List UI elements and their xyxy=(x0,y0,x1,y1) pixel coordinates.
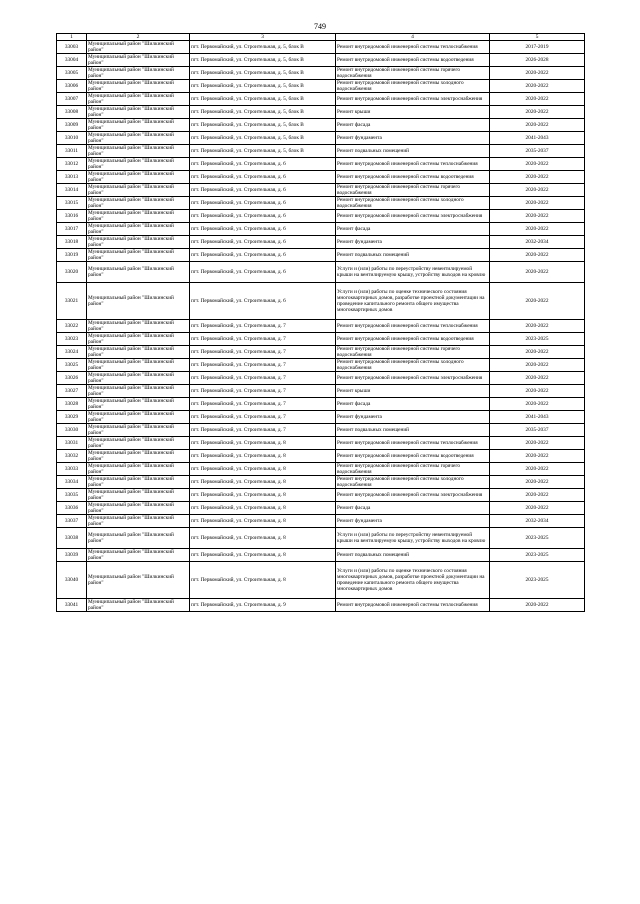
work-type-cell: Ремонт внутридомовой инженерной системы водоотведения xyxy=(336,171,490,184)
period-cell: 2020-2022 xyxy=(490,320,585,333)
work-type-cell: Ремонт внутридомовой инженерной системы теплоснабжения xyxy=(336,158,490,171)
row-id-cell: 33034 xyxy=(57,476,87,489)
municipality-cell: Муниципальный район "Шилкинский район" xyxy=(87,398,190,411)
table-row xyxy=(57,236,585,249)
address-cell: пгт. Первомайский, ул. Строительная, д. 5, блок В xyxy=(190,67,336,80)
work-type-cell: Ремонт фасада xyxy=(336,502,490,515)
row-id-cell: 33012 xyxy=(57,158,87,171)
municipality-cell: Муниципальный район "Шилкинский район" xyxy=(87,41,190,54)
column-header: 2 xyxy=(87,34,190,41)
work-type-cell: Услуги и (или) работы по переустройству невентилируемой крыши на вентилируемую крышу, устройству выходов на кровлю xyxy=(336,528,490,549)
table-row xyxy=(57,528,585,549)
row-id-cell: 33006 xyxy=(57,80,87,93)
municipality-cell: Муниципальный район "Шилкинский район" xyxy=(87,359,190,372)
address-cell: пгт. Первомайский, ул. Строительная, д. 6 xyxy=(190,184,336,197)
address-cell: пгт. Первомайский, ул. Строительная, д. 5, блок В xyxy=(190,93,336,106)
work-type-cell: Ремонт внутридомовой инженерной системы электроснабжения xyxy=(336,93,490,106)
row-id-cell: 33007 xyxy=(57,93,87,106)
work-type-cell: Ремонт внутридомовой инженерной системы теплоснабжения xyxy=(336,599,490,612)
row-id-cell: 33016 xyxy=(57,210,87,223)
period-cell: 2020-2022 xyxy=(490,80,585,93)
row-id-cell: 33032 xyxy=(57,450,87,463)
table-body xyxy=(57,34,585,612)
municipality-cell: Муниципальный район "Шилкинский район" xyxy=(87,262,190,283)
work-type-cell: Ремонт подвальных помещений xyxy=(336,549,490,562)
address-cell: пгт. Первомайский, ул. Строительная, д. 7 xyxy=(190,385,336,398)
address-cell: пгт. Первомайский, ул. Строительная, д. 6 xyxy=(190,236,336,249)
table-row xyxy=(57,41,585,54)
period-cell: 2020-2022 xyxy=(490,437,585,450)
address-cell: пгт. Первомайский, ул. Строительная, д. 6 xyxy=(190,262,336,283)
table-row xyxy=(57,437,585,450)
row-id-cell: 33008 xyxy=(57,106,87,119)
address-cell: пгт. Первомайский, ул. Строительная, д. 7 xyxy=(190,333,336,346)
table-row xyxy=(57,54,585,67)
table-row xyxy=(57,80,585,93)
address-cell: пгт. Первомайский, ул. Строительная, д. 6 xyxy=(190,171,336,184)
table-row xyxy=(57,502,585,515)
period-cell: 2020-2022 xyxy=(490,184,585,197)
period-cell: 2023-2025 xyxy=(490,528,585,549)
period-cell: 2023-2025 xyxy=(490,549,585,562)
period-cell: 2020-2022 xyxy=(490,502,585,515)
table-row xyxy=(57,424,585,437)
period-cell: 2020-2022 xyxy=(490,262,585,283)
row-id-cell: 33036 xyxy=(57,502,87,515)
municipality-cell: Муниципальный район "Шилкинский район" xyxy=(87,223,190,236)
row-id-cell: 33029 xyxy=(57,411,87,424)
municipality-cell: Муниципальный район "Шилкинский район" xyxy=(87,106,190,119)
row-id-cell: 33014 xyxy=(57,184,87,197)
period-cell: 2035-2037 xyxy=(490,424,585,437)
row-id-cell: 33031 xyxy=(57,437,87,450)
work-type-cell: Ремонт фасада xyxy=(336,119,490,132)
municipality-cell: Муниципальный район "Шилкинский район" xyxy=(87,132,190,145)
address-cell: пгт. Первомайский, ул. Строительная, д. 6 xyxy=(190,158,336,171)
work-type-cell: Услуги и (или) работы по переустройству невентилируемой крыши на вентилируемую крышу, устройству выходов на кровлю xyxy=(336,262,490,283)
table-row xyxy=(57,132,585,145)
municipality-cell: Муниципальный район "Шилкинский район" xyxy=(87,333,190,346)
municipality-cell: Муниципальный район "Шилкинский район" xyxy=(87,502,190,515)
row-id-cell: 33009 xyxy=(57,119,87,132)
period-cell: 2017-2019 xyxy=(490,41,585,54)
municipality-cell: Муниципальный район "Шилкинский район" xyxy=(87,320,190,333)
table-row xyxy=(57,145,585,158)
municipality-cell: Муниципальный район "Шилкинский район" xyxy=(87,515,190,528)
table-row xyxy=(57,359,585,372)
work-type-cell: Ремонт подвальных помещений xyxy=(336,145,490,158)
table-row xyxy=(57,184,585,197)
work-type-cell: Услуги и (или) работы по оценке технического состояния многоквартирных домов, разработке проектной документации на проведение капитального ремонта общего имущества многоквартирных домов xyxy=(336,562,490,599)
work-type-cell: Ремонт внутридомовой инженерной системы горячего водоснабжения xyxy=(336,67,490,80)
municipality-cell: Муниципальный район "Шилкинский район" xyxy=(87,476,190,489)
period-cell: 2020-2022 xyxy=(490,249,585,262)
table-row xyxy=(57,158,585,171)
municipality-cell: Муниципальный район "Шилкинский район" xyxy=(87,346,190,359)
table-row xyxy=(57,249,585,262)
period-cell: 2032-2034 xyxy=(490,236,585,249)
row-id-cell: 33018 xyxy=(57,236,87,249)
work-type-cell: Ремонт внутридомовой инженерной системы водоотведения xyxy=(336,333,490,346)
row-id-cell: 33027 xyxy=(57,385,87,398)
period-cell: 2020-2022 xyxy=(490,398,585,411)
table-row xyxy=(57,549,585,562)
work-type-cell: Ремонт внутридомовой инженерной системы горячего водоснабжения xyxy=(336,184,490,197)
work-type-cell: Ремонт внутридомовой инженерной системы электроснабжения xyxy=(336,372,490,385)
period-cell: 2020-2022 xyxy=(490,599,585,612)
municipality-cell: Муниципальный район "Шилкинский район" xyxy=(87,463,190,476)
municipality-cell: Муниципальный район "Шилкинский район" xyxy=(87,184,190,197)
municipality-cell: Муниципальный район "Шилкинский район" xyxy=(87,145,190,158)
work-type-cell: Ремонт крыши xyxy=(336,385,490,398)
period-cell: 2035-2037 xyxy=(490,145,585,158)
row-id-cell: 33030 xyxy=(57,424,87,437)
table-row xyxy=(57,320,585,333)
period-cell: 2041-2043 xyxy=(490,132,585,145)
work-type-cell: Ремонт фасада xyxy=(336,398,490,411)
table-row xyxy=(57,463,585,476)
address-cell: пгт. Первомайский, ул. Строительная, д. 5, блок В xyxy=(190,145,336,158)
work-type-cell: Ремонт внутридомовой инженерной системы горячего водоснабжения xyxy=(336,346,490,359)
table-row xyxy=(57,223,585,236)
period-cell: 2020-2022 xyxy=(490,197,585,210)
table-row xyxy=(57,93,585,106)
table-row xyxy=(57,385,585,398)
period-cell: 2020-2022 xyxy=(490,372,585,385)
row-id-cell: 33040 xyxy=(57,562,87,599)
table-row xyxy=(57,67,585,80)
work-type-cell: Ремонт внутридомовой инженерной системы горячего водоснабжения xyxy=(336,463,490,476)
work-type-cell: Ремонт внутридомовой инженерной системы холодного водоснабжения xyxy=(336,476,490,489)
municipality-cell: Муниципальный район "Шилкинский район" xyxy=(87,372,190,385)
municipality-cell: Муниципальный район "Шилкинский район" xyxy=(87,54,190,67)
period-cell: 2020-2022 xyxy=(490,385,585,398)
table-row xyxy=(57,346,585,359)
table-row xyxy=(57,450,585,463)
table-row xyxy=(57,489,585,502)
table-row xyxy=(57,119,585,132)
period-cell: 2020-2022 xyxy=(490,223,585,236)
period-cell: 2020-2022 xyxy=(490,450,585,463)
row-id-cell: 33011 xyxy=(57,145,87,158)
address-cell: пгт. Первомайский, ул. Строительная, д. 8 xyxy=(190,502,336,515)
table-row xyxy=(57,372,585,385)
row-id-cell: 33010 xyxy=(57,132,87,145)
municipality-cell: Муниципальный район "Шилкинский район" xyxy=(87,528,190,549)
address-cell: пгт. Первомайский, ул. Строительная, д. 8 xyxy=(190,450,336,463)
period-cell: 2026-2028 xyxy=(490,54,585,67)
period-cell: 2032-2034 xyxy=(490,515,585,528)
work-type-cell: Ремонт внутридомовой инженерной системы теплоснабжения xyxy=(336,320,490,333)
table-row xyxy=(57,262,585,283)
period-cell: 2020-2022 xyxy=(490,476,585,489)
table-row xyxy=(57,411,585,424)
work-type-cell: Ремонт внутридомовой инженерной системы холодного водоснабжения xyxy=(336,197,490,210)
municipality-cell: Муниципальный район "Шилкинский район" xyxy=(87,67,190,80)
repair-schedule-table xyxy=(56,33,585,612)
address-cell: пгт. Первомайский, ул. Строительная, д. 5, блок В xyxy=(190,106,336,119)
row-id-cell: 33017 xyxy=(57,223,87,236)
address-cell: пгт. Первомайский, ул. Строительная, д. 8 xyxy=(190,562,336,599)
row-id-cell: 33038 xyxy=(57,528,87,549)
address-cell: пгт. Первомайский, ул. Строительная, д. 8 xyxy=(190,528,336,549)
table-row xyxy=(57,333,585,346)
period-cell: 2020-2022 xyxy=(490,283,585,320)
address-cell: пгт. Первомайский, ул. Строительная, д. 8 xyxy=(190,549,336,562)
table-row xyxy=(57,283,585,320)
period-cell: 2020-2022 xyxy=(490,158,585,171)
work-type-cell: Ремонт внутридомовой инженерной системы холодного водоснабжения xyxy=(336,80,490,93)
work-type-cell: Ремонт фундамента xyxy=(336,411,490,424)
municipality-cell: Муниципальный район "Шилкинский район" xyxy=(87,385,190,398)
table-row xyxy=(57,562,585,599)
municipality-cell: Муниципальный район "Шилкинский район" xyxy=(87,236,190,249)
row-id-cell: 33004 xyxy=(57,54,87,67)
municipality-cell: Муниципальный район "Шилкинский район" xyxy=(87,210,190,223)
municipality-cell: Муниципальный район "Шилкинский район" xyxy=(87,437,190,450)
period-cell: 2041-2043 xyxy=(490,411,585,424)
row-id-cell: 33039 xyxy=(57,549,87,562)
address-cell: пгт. Первомайский, ул. Строительная, д. 7 xyxy=(190,320,336,333)
period-cell: 2020-2022 xyxy=(490,119,585,132)
address-cell: пгт. Первомайский, ул. Строительная, д. 6 xyxy=(190,283,336,320)
work-type-cell: Ремонт внутридомовой инженерной системы водоотведения xyxy=(336,450,490,463)
municipality-cell: Муниципальный район "Шилкинский район" xyxy=(87,80,190,93)
row-id-cell: 33041 xyxy=(57,599,87,612)
address-cell: пгт. Первомайский, ул. Строительная, д. 8 xyxy=(190,476,336,489)
municipality-cell: Муниципальный район "Шилкинский район" xyxy=(87,249,190,262)
address-cell: пгт. Первомайский, ул. Строительная, д. 7 xyxy=(190,398,336,411)
work-type-cell: Ремонт подвальных помещений xyxy=(336,424,490,437)
work-type-cell: Ремонт внутридомовой инженерной системы холодного водоснабжения xyxy=(336,359,490,372)
row-id-cell: 33035 xyxy=(57,489,87,502)
table-row xyxy=(57,197,585,210)
municipality-cell: Муниципальный район "Шилкинский район" xyxy=(87,411,190,424)
row-id-cell: 33033 xyxy=(57,463,87,476)
address-cell: пгт. Первомайский, ул. Строительная, д. 7 xyxy=(190,359,336,372)
municipality-cell: Муниципальный район "Шилкинский район" xyxy=(87,599,190,612)
row-id-cell: 33021 xyxy=(57,283,87,320)
period-cell: 2020-2022 xyxy=(490,463,585,476)
address-cell: пгт. Первомайский, ул. Строительная, д. 5, блок В xyxy=(190,80,336,93)
work-type-cell: Ремонт фундамента xyxy=(336,515,490,528)
municipality-cell: Муниципальный район "Шилкинский район" xyxy=(87,93,190,106)
period-cell: 2023-2025 xyxy=(490,562,585,599)
row-id-cell: 33026 xyxy=(57,372,87,385)
period-cell: 2020-2022 xyxy=(490,346,585,359)
address-cell: пгт. Первомайский, ул. Строительная, д. 6 xyxy=(190,249,336,262)
row-id-cell: 33019 xyxy=(57,249,87,262)
table-row xyxy=(57,599,585,612)
address-cell: пгт. Первомайский, ул. Строительная, д. 8 xyxy=(190,463,336,476)
municipality-cell: Муниципальный район "Шилкинский район" xyxy=(87,549,190,562)
address-cell: пгт. Первомайский, ул. Строительная, д. 8 xyxy=(190,489,336,502)
address-cell: пгт. Первомайский, ул. Строительная, д. 8 xyxy=(190,515,336,528)
work-type-cell: Ремонт фундамента xyxy=(336,132,490,145)
row-id-cell: 33037 xyxy=(57,515,87,528)
address-cell: пгт. Первомайский, ул. Строительная, д. 5, блок В xyxy=(190,132,336,145)
address-cell: пгт. Первомайский, ул. Строительная, д. 5, блок В xyxy=(190,41,336,54)
work-type-cell: Ремонт фасада xyxy=(336,223,490,236)
address-cell: пгт. Первомайский, ул. Строительная, д. 6 xyxy=(190,223,336,236)
work-type-cell: Услуги и (или) работы по оценке технического состояния многоквартирных домов, разработке проектной документации на проведение капитального ремонта общего имущества многоквартирных домов xyxy=(336,283,490,320)
row-id-cell: 33020 xyxy=(57,262,87,283)
table-row xyxy=(57,210,585,223)
municipality-cell: Муниципальный район "Шилкинский район" xyxy=(87,424,190,437)
row-id-cell: 33022 xyxy=(57,320,87,333)
period-cell: 2020-2022 xyxy=(490,489,585,502)
period-cell: 2020-2022 xyxy=(490,171,585,184)
address-cell: пгт. Первомайский, ул. Строительная, д. 5, блок В xyxy=(190,54,336,67)
address-cell: пгт. Первомайский, ул. Строительная, д. 7 xyxy=(190,424,336,437)
municipality-cell: Муниципальный район "Шилкинский район" xyxy=(87,119,190,132)
address-cell: пгт. Первомайский, ул. Строительная, д. 6 xyxy=(190,197,336,210)
table-row xyxy=(57,171,585,184)
municipality-cell: Муниципальный район "Шилкинский район" xyxy=(87,158,190,171)
address-cell: пгт. Первомайский, ул. Строительная, д. 7 xyxy=(190,411,336,424)
work-type-cell: Ремонт внутридомовой инженерной системы электроснабжения xyxy=(336,210,490,223)
municipality-cell: Муниципальный район "Шилкинский район" xyxy=(87,450,190,463)
row-id-cell: 33028 xyxy=(57,398,87,411)
work-type-cell: Ремонт внутридомовой инженерной системы теплоснабжения xyxy=(336,41,490,54)
column-header: 5 xyxy=(490,34,585,41)
table-row xyxy=(57,515,585,528)
row-id-cell: 33023 xyxy=(57,333,87,346)
header-row xyxy=(57,34,585,41)
work-type-cell: Ремонт подвальных помещений xyxy=(336,249,490,262)
period-cell: 2020-2022 xyxy=(490,210,585,223)
row-id-cell: 33003 xyxy=(57,41,87,54)
column-header: 3 xyxy=(190,34,336,41)
period-cell: 2020-2022 xyxy=(490,106,585,119)
column-header: 4 xyxy=(336,34,490,41)
municipality-cell: Муниципальный район "Шилкинский район" xyxy=(87,283,190,320)
municipality-cell: Муниципальный район "Шилкинский район" xyxy=(87,171,190,184)
address-cell: пгт. Первомайский, ул. Строительная, д. 9 xyxy=(190,599,336,612)
table-row xyxy=(57,398,585,411)
work-type-cell: Ремонт внутридомовой инженерной системы теплоснабжения xyxy=(336,437,490,450)
column-header: 1 xyxy=(57,34,87,41)
period-cell: 2020-2022 xyxy=(490,67,585,80)
row-id-cell: 33013 xyxy=(57,171,87,184)
period-cell: 2020-2022 xyxy=(490,93,585,106)
row-id-cell: 33024 xyxy=(57,346,87,359)
municipality-cell: Муниципальный район "Шилкинский район" xyxy=(87,489,190,502)
address-cell: пгт. Первомайский, ул. Строительная, д. 7 xyxy=(190,372,336,385)
period-cell: 2023-2025 xyxy=(490,333,585,346)
work-type-cell: Ремонт фундамента xyxy=(336,236,490,249)
work-type-cell: Ремонт внутридомовой инженерной системы электроснабжения xyxy=(336,489,490,502)
address-cell: пгт. Первомайский, ул. Строительная, д. 6 xyxy=(190,210,336,223)
period-cell: 2020-2022 xyxy=(490,359,585,372)
work-type-cell: Ремонт внутридомовой инженерной системы водоотведения xyxy=(336,54,490,67)
row-id-cell: 33015 xyxy=(57,197,87,210)
page-number: 749 xyxy=(314,22,326,31)
address-cell: пгт. Первомайский, ул. Строительная, д. 7 xyxy=(190,346,336,359)
municipality-cell: Муниципальный район "Шилкинский район" xyxy=(87,197,190,210)
municipality-cell: Муниципальный район "Шилкинский район" xyxy=(87,562,190,599)
row-id-cell: 33005 xyxy=(57,67,87,80)
work-type-cell: Ремонт крыши xyxy=(336,106,490,119)
address-cell: пгт. Первомайский, ул. Строительная, д. 5, блок В xyxy=(190,119,336,132)
address-cell: пгт. Первомайский, ул. Строительная, д. 8 xyxy=(190,437,336,450)
table-row xyxy=(57,106,585,119)
row-id-cell: 33025 xyxy=(57,359,87,372)
table-row xyxy=(57,476,585,489)
